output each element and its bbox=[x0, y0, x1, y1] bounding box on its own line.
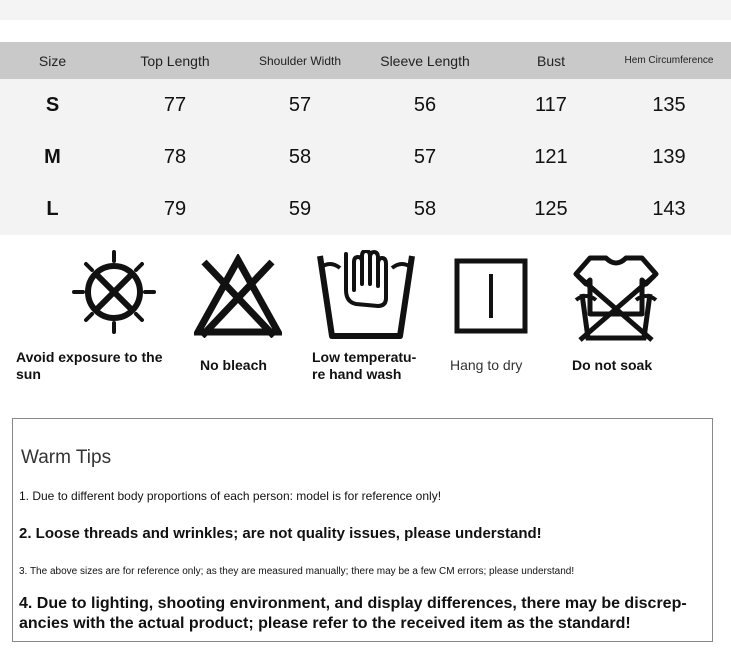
bust-cell: 125 bbox=[534, 197, 568, 220]
shoulder-width-cell: 59 bbox=[288, 197, 312, 220]
sleeve-length-cell: 57 bbox=[413, 145, 437, 168]
header-bust: Bust bbox=[536, 52, 565, 69]
header-hem-circumference: Hem Circumference bbox=[624, 55, 714, 66]
sleeve-length-cell: 56 bbox=[413, 93, 437, 116]
care-instructions bbox=[0, 248, 731, 398]
care-label bbox=[450, 357, 522, 374]
tip-4 bbox=[19, 594, 709, 634]
care-label-line: Avoid exposure to the bbox=[16, 349, 163, 365]
size-cell: M bbox=[44, 145, 61, 168]
hem-cell: 143 bbox=[652, 197, 686, 220]
tip-4-line-1: 4. Due to lighting, shooting environment, and display differences, there may be discrep- bbox=[19, 595, 687, 612]
size-cell: S bbox=[45, 93, 60, 116]
size-table bbox=[0, 42, 731, 235]
size-cell: L bbox=[46, 197, 59, 220]
hand-wash-icon bbox=[316, 250, 416, 342]
bust-cell: 117 bbox=[535, 93, 567, 116]
top-length-cell: 79 bbox=[163, 197, 187, 220]
size-table-header bbox=[0, 42, 731, 79]
tip-3: 3. The above sizes are for reference only; as they are measured manually; there may be a few CM errors; please understand! bbox=[19, 566, 575, 577]
care-label bbox=[200, 357, 267, 374]
hang-dry-icon bbox=[454, 258, 528, 334]
shoulder-width-cell: 58 bbox=[288, 145, 312, 168]
tip-2: 2. Loose threads and wrinkles; are not quality issues, please understand! bbox=[19, 525, 542, 542]
sleeve-length-cell: 58 bbox=[413, 197, 437, 220]
top-length-cell: 77 bbox=[163, 93, 187, 116]
care-label-line: Low temperatu- bbox=[312, 349, 417, 365]
header-sleeve-length: Sleeve Length bbox=[380, 52, 470, 69]
care-label-line: Hang to dry bbox=[450, 357, 523, 373]
do-not-soak-icon bbox=[572, 254, 660, 342]
tip-4-line-2: ancies with the actual product; please refer to the received item as the standard! bbox=[19, 615, 631, 632]
header-top-length: Top Length bbox=[140, 52, 210, 69]
top-length-cell: 78 bbox=[163, 145, 187, 168]
care-label-line: Do not soak bbox=[572, 357, 653, 373]
care-label-line: re hand wash bbox=[312, 366, 402, 382]
care-label-line: No bleach bbox=[200, 357, 267, 373]
care-label-line: sun bbox=[16, 366, 41, 382]
bust-cell: 121 bbox=[534, 145, 568, 168]
care-label bbox=[312, 349, 416, 383]
care-label bbox=[572, 357, 652, 374]
triangle-crossed-icon bbox=[194, 254, 282, 338]
header-size: Size bbox=[38, 52, 67, 69]
hem-cell: 135 bbox=[652, 93, 686, 116]
table-row bbox=[0, 79, 731, 131]
tip-1: 1. Due to different body proportions of each person: model is for reference only! bbox=[19, 489, 442, 503]
warm-tips-box bbox=[12, 418, 713, 642]
header-shoulder-width: Shoulder Width bbox=[258, 53, 342, 68]
warm-tips-title: Warm Tips bbox=[21, 447, 112, 468]
shoulder-width-cell: 57 bbox=[288, 93, 312, 116]
sun-crossed-icon bbox=[70, 248, 158, 336]
hem-cell: 139 bbox=[652, 145, 686, 168]
top-band bbox=[0, 0, 731, 20]
table-row bbox=[0, 131, 731, 183]
care-label bbox=[16, 349, 163, 383]
table-row bbox=[0, 183, 731, 235]
